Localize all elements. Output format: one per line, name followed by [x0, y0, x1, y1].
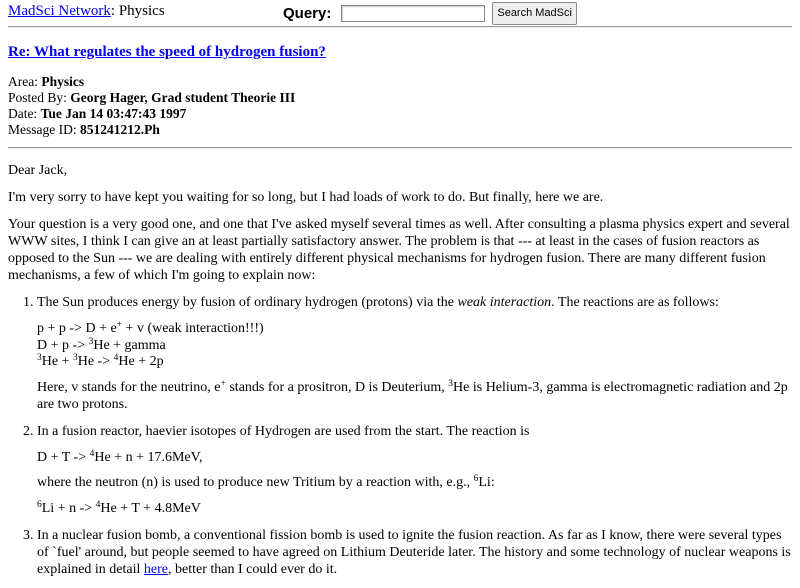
- message-id-value: 851241212.Ph: [79, 122, 160, 137]
- list-item-sun: 1. The Sun produces energy by fusion of ordinary hydrogen (protons) via the weak interaction. The reactions are as follows: p + p -> D + e+ + v (weak interaction!!!) D + p -> $^3$He + gamma $^3$He + $^3$He -> $^4$He + 2p Here, v stands for the neutrino, e+ stands for a prositron, D is Deuterium, $^3$He is Helium-3, gamma is electromagnetic radiation and 2p are two protons.: [37, 294, 792, 413]
- area-value: Physics: [41, 74, 85, 89]
- list-item-bomb: 3. In a nuclear fusion bomb, a conventional fission bomb is used to ignite the fusion reaction. As far as I know, there were several types of `fuel' around, but people seemed to have agreed on Lithium Deuteride later. The history and some technology of nuclear weapons is explained in detail here, better than I could ever do it.: [37, 527, 792, 578]
- query-label: Query:: [283, 5, 332, 22]
- nuclear-weapons-link[interactable]: here: [143, 561, 169, 577]
- tritium-explanation: where the neutron (n) is used to produce new Tritium by a reaction with, e.g., $^6$Li:: [37, 474, 495, 490]
- meta-posted-by: Posted By: Georg Hager, Grad student Theorie III: [8, 90, 296, 105]
- date-value: Tue Jan 14 03:47:43 1997: [40, 106, 187, 121]
- page-title: [8, 43, 792, 61]
- reactor-reaction: [37, 449, 792, 466]
- reaction-1: p + p -> D + e+ + v (weak interaction!!!): [37, 320, 264, 336]
- top-divider: [8, 26, 792, 28]
- sun-reactions: [37, 320, 792, 370]
- lithium-reaction: [37, 500, 792, 517]
- top-bar: [0, 0, 800, 26]
- fusion-mechanisms-list: [8, 294, 792, 578]
- query-form: [283, 2, 577, 25]
- search-madsci-button[interactable]: Search MadSci: [492, 2, 577, 25]
- network-title: [8, 3, 165, 20]
- post-title-link[interactable]: Re: What regulates the speed of hydrogen fusion?: [8, 44, 326, 60]
- meta-message-id: Message ID: 851241212.Ph: [8, 122, 160, 137]
- greeting: Dear Jack,: [8, 163, 68, 178]
- meta-area: Area: Physics: [8, 74, 85, 89]
- reaction-dt: D + T -> $^4$He + n + 17.6MeV,: [37, 448, 203, 465]
- sun-explanation: Here, v stands for the neutrino, e+ stands for a prositron, D is Deuterium, $^3$He is Helium-3, gamma is electromagnetic radiation and 2p are two protons.: [37, 378, 788, 412]
- madsci-network-link[interactable]: MadSci Network: [8, 3, 111, 19]
- reaction-3: $^3$He + $^3$He -> $^4$He + 2p: [37, 353, 164, 369]
- paragraph-apology: I'm very sorry to have kept you waiting for so long, but I had loads of work to do. But finally, here we are.: [8, 190, 604, 205]
- reaction-li: $^6$Li + n -> $^4$He + T + 4.8MeV: [37, 500, 201, 516]
- query-input[interactable]: [341, 5, 485, 22]
- meta-divider: [8, 147, 792, 149]
- reaction-2: D + p -> $^3$He + gamma: [37, 336, 166, 353]
- network-section: : Physics: [110, 3, 165, 19]
- list-item-reactor: 2. In a fusion reactor, haevier isotopes of Hydrogen are used from the start. The reaction is D + T -> $^4$He + n + 17.6MeV, where the neutron (n) is used to produce new Tritium by a reaction with, e.g., $^6$Li: $^6$Li + n -> $^4$He + T + 4.8MeV: [37, 423, 792, 517]
- weak-interaction-term: weak interaction: [457, 295, 552, 310]
- posted-by-value: Georg Hager, Grad student Theorie III: [70, 90, 296, 105]
- post-body: [0, 162, 800, 578]
- meta-date: Date: Tue Jan 14 03:47:43 1997: [8, 106, 187, 121]
- paragraph-intro: Your question is a very good one, and one that I've asked myself several times as well. After consulting a plasma physics expert and several WWW sites, I think I can give an at least partially satisfactory answer. The problem is that --- at least in the cases of fusion reactors as opposed to the Sun --- we are dealing with entirely different physical mechanisms for hydrogen fusion. There are many different fusion mechanisms, a few of which I'm going to explain now:: [8, 217, 790, 283]
- post-meta: [8, 73, 792, 137]
